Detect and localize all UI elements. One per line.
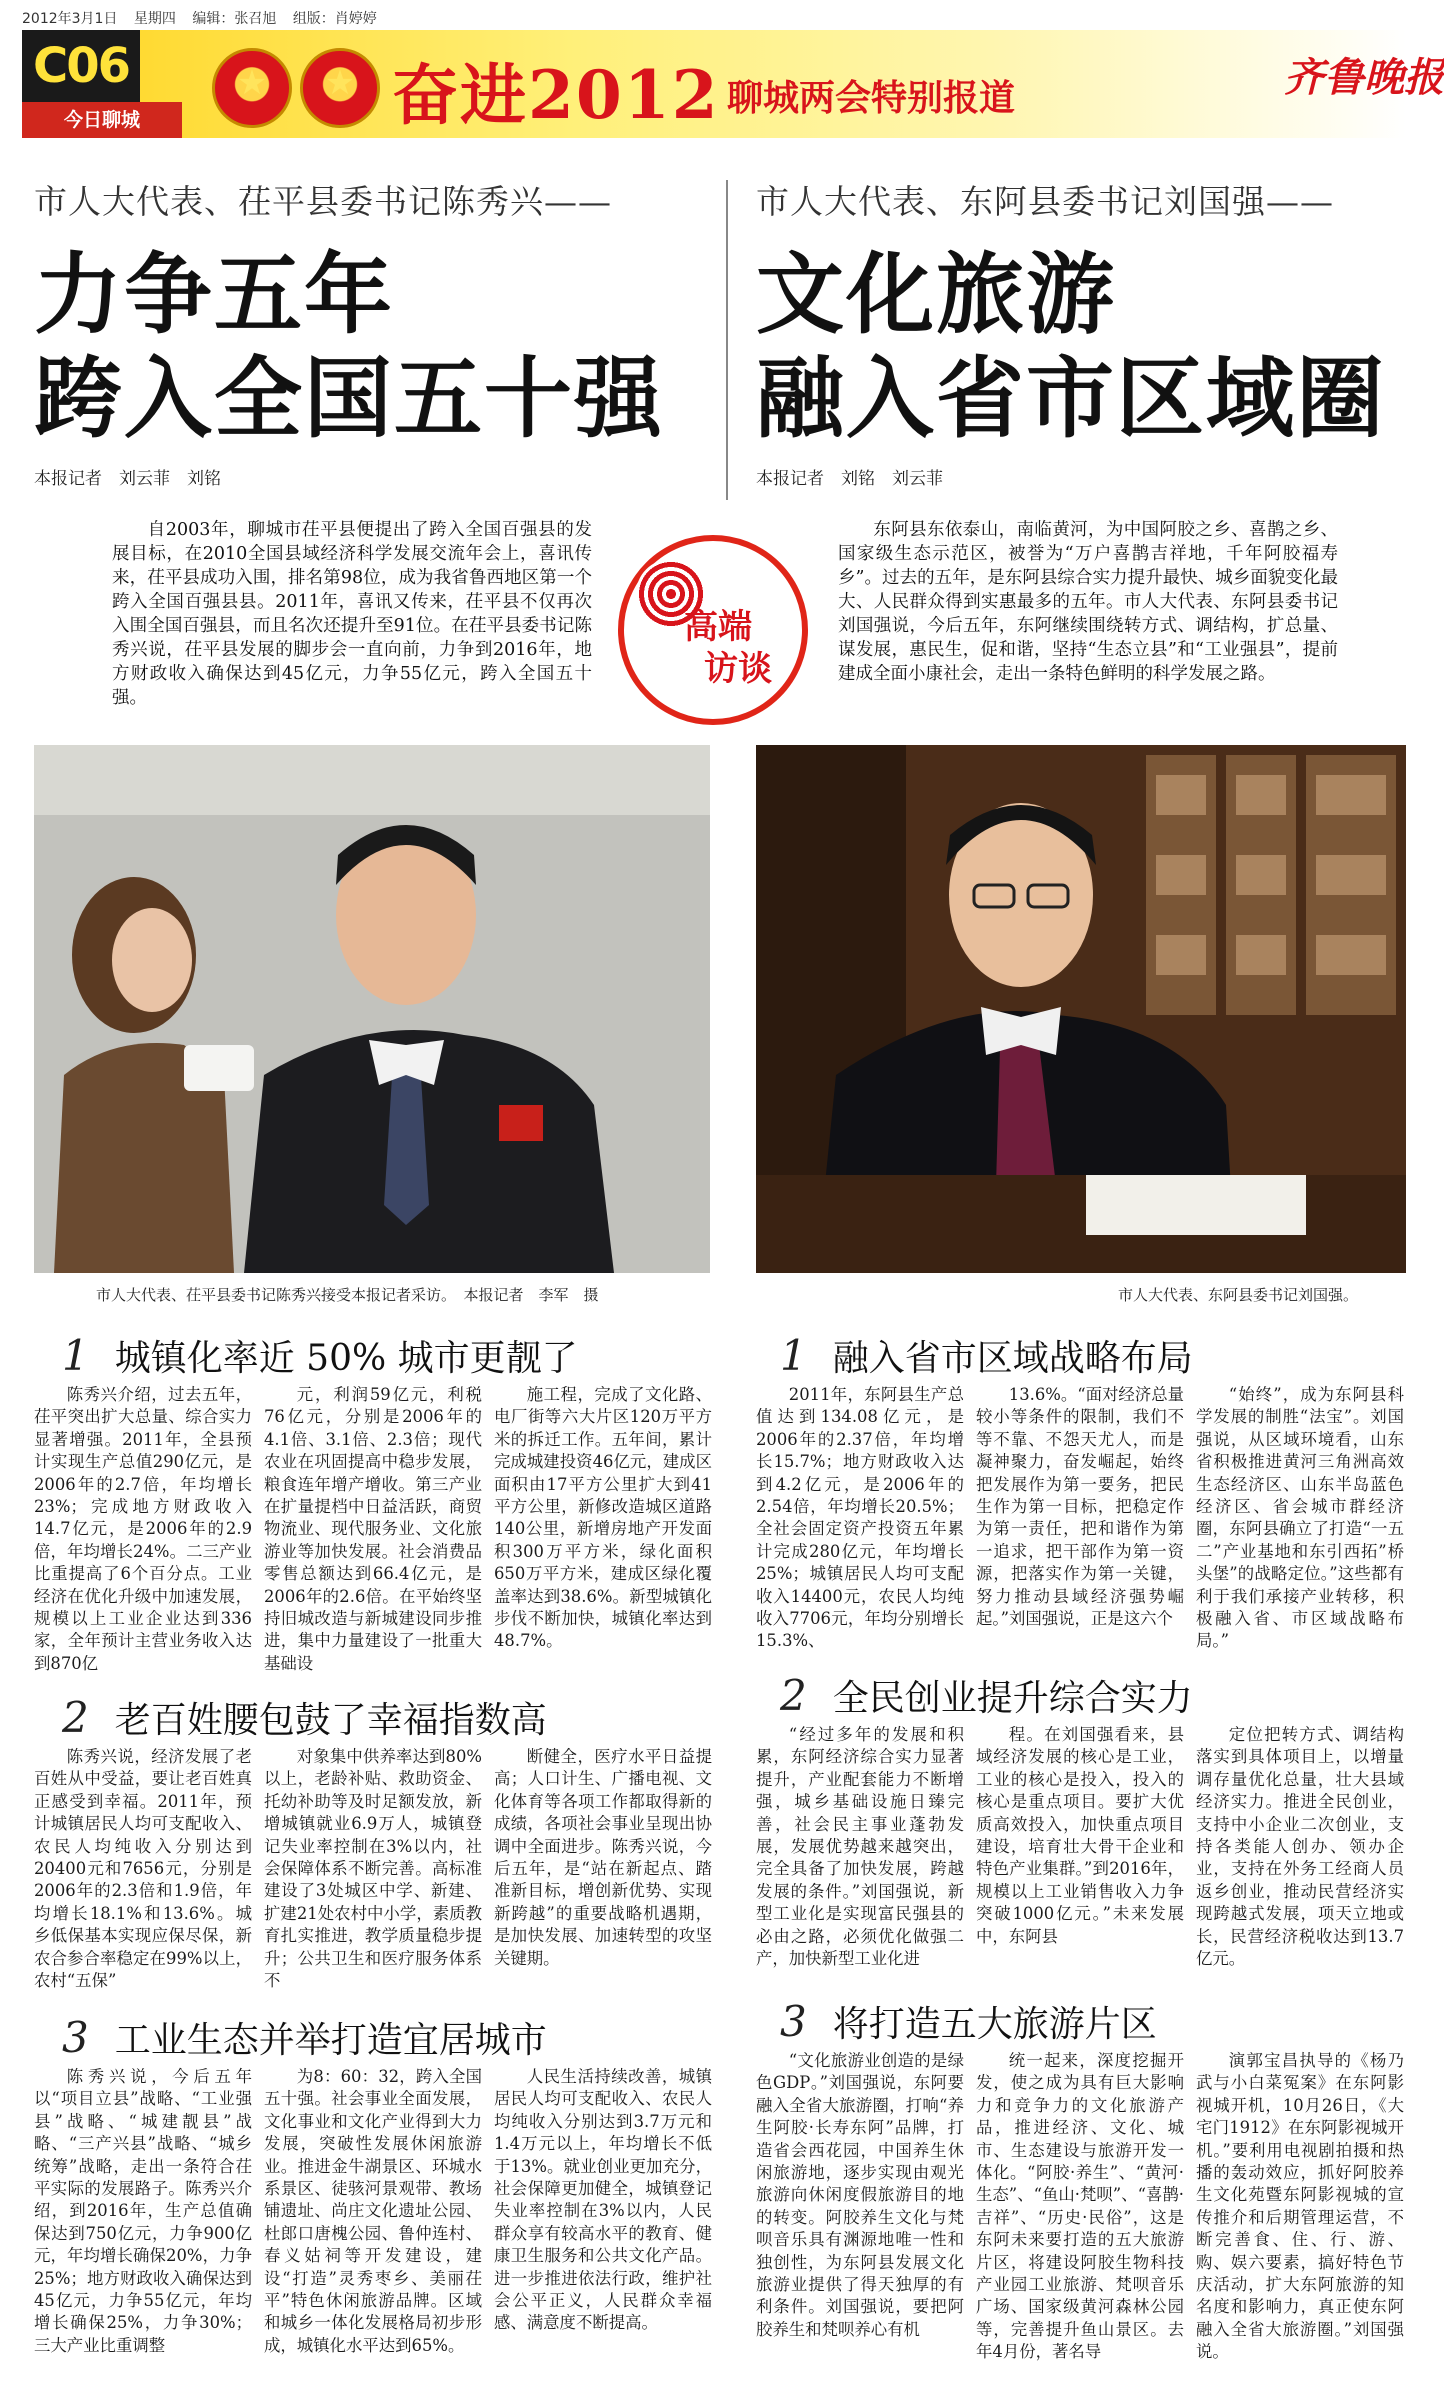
right-section1-heading: 1 融入省市区域战略布局 bbox=[780, 1331, 1193, 1380]
left-section1-col2: 元，利润59亿元，利税76亿元，分别是2006年的4.1倍、3.1倍、2.3倍；现代农业在巩固提高中稳步发展，粮食连年增产增收。第三产业在扩量提档中日益活跃，商贸物流业、现代服务业、文化旅游业等加快发展。社会消费品零售总额达到66.4亿元，是2006年的2.6倍。在平始终坚持旧城改造与新城建设同步推进，集中力量建设了一批重大基础设 bbox=[264, 1385, 482, 1673]
left-section2-col1: 陈秀兴说，经济发展了老百姓从中受益，要让老百姓真正感受到幸福。2011年，预计城镇居民人均可支配收入、农民人均纯收入分别达到20400元和7656元，分别是2006年的2.3倍和1.9倍，年均增长18.1%和13.6%。城乡低保基本实现应保尽保，新农合参合率稳定在99%以上，农村“五保” bbox=[34, 1747, 252, 1991]
left-headline-line1: 力争五年 bbox=[34, 242, 395, 346]
left-section3-col3: 人民生活持续改善，城镇居民人均可支配收入、农民人均纯收入分别达到3.7万元和1.4万元以上，年均增长不低于13%。就业创业更加充分，社会保障更加健全，城镇登记失业率控制在3%以内，人民群众享有较高水平的教育、健康卫生服务和公共文化产品。进一步推进依法行政，维护社会公平正义，人民群众幸福感、满意度不断提高。 bbox=[494, 2067, 712, 2333]
right-section1-col2: 13.6%。“面对经济总量较小等条件的限制，我们不等不靠、不怨天尤人，而是凝神聚力，奋发崛起，始终把发展作为第一要务，把民生作为第一目标，把稳定作为第一责任，把和谐作为第一追求，把干部作为第一资源，把落实作为第一关键，努力推动县域经济强势崛起。”刘国强说，正是这六个 bbox=[976, 1385, 1184, 1629]
right-headline-line2: 融入省市区域圈 bbox=[756, 346, 1387, 450]
banner-subtitle: 聊城两会特别报道 bbox=[727, 78, 1016, 119]
right-lead: 东阿县东依泰山，南临黄河，为中国阿胶之乡、喜鹊之乡、国家级生态示范区，被誉为“万户喜鹊吉祥地，千年阿胶福寿乡”。过去的五年，是东阿县综合实力提升最快、城乡面貌变化最大、人民群众得到实惠最多的五年。市人大代表、东阿县委书记刘国强说，今后五年，东阿继续围绕转方式、调结构，扩总量、谋发展，惠民生，促和谐，坚持“生态立县”和“工业强县”，提前建成全面小康社会，走出一条特色鲜明的科学发展之路。 bbox=[838, 520, 1338, 684]
left-section1-heading: 1 城镇化率近 50% 城市更靓了 bbox=[62, 1331, 578, 1380]
editor-credit: 编辑：张召旭 bbox=[192, 11, 277, 27]
right-section2-col2: 程。在刘国强看来，县域经济发展的核心是工业，工业的核心是投入，投入的核心是重点项目。要扩大优质高效投入，加快重点项目建设，培育壮大骨干企业和特色产业集群。”到2016年，规模以上工业销售收入力争突破1000亿元。”未来发展中，东阿县 bbox=[976, 1725, 1184, 1946]
left-section2-col2: 对象集中供养率达到80%以上，老龄补贴、救助资金、托幼补助等及时足额发放，新增城镇就业6.9万人，城镇登记失业率控制在3%以内，社会保障体系不断完善。高标准建设了3处城区中学、新建、扩建21处农村中小学，素质教育扎实推进，教学质量稳步提升；公共卫生和医疗服务体系不 bbox=[264, 1747, 482, 1991]
page-number: C06 bbox=[22, 30, 140, 102]
right-section3-col2: 统一起来，深度挖掘开发，使之成为具有巨大影响力和竞争力的文化旅游产品，推进经济、文化、城市、生态建设与旅游开发一体化。“阿胶·养生”、“黄河·生态”、“鱼山·梵呗”、“喜鹊·吉祥”、“历史·民俗”，这是东阿未来要打造的五大旅游片区，将建设阿胶生物科技产业园工业旅游、梵呗音乐广场、国家级黄河森林公园等，完善提升鱼山景区。去年4月份，著名导 bbox=[976, 2051, 1184, 2362]
left-section1-col1: 陈秀兴介绍，过去五年，茌平突出扩大总量、综合实力显著增强。2011年，全县预计实现生产总值290亿元，是2006年的2.7倍，年均增长23%；完成地方财政收入14.7亿元，是2006年的2.9倍，年均增长24%。二三产业比重提高了6个百分点。工业经济在优化升级中加速发展，规模以上工业企业达到336家，全年预计主营业务收入达到870亿 bbox=[34, 1385, 252, 1673]
newspaper-logo: 齐鲁晚报 bbox=[1284, 54, 1444, 101]
layout-credit: 组版：肖婷婷 bbox=[292, 11, 377, 27]
banner-title: 奋进2012 bbox=[392, 56, 720, 134]
badge-line2: 访谈 bbox=[704, 649, 772, 689]
right-kicker: 市人大代表、东阿县委书记刘国强—— bbox=[756, 182, 1334, 221]
section-tag: 今日聊城 bbox=[22, 102, 182, 138]
right-section2-col3: 定位把转方式、调结构落实到具体项目上，以增量调存量优化总量，壮大县域经济实力。推进全民创业，支持中小企业二次创业，支持各类能人创办、领办企业，支持在外务工经商人员返乡创业，推动民营经济实现跨越式发展，项天立地或长，民营经济税收达到13.7亿元。 bbox=[1196, 1725, 1404, 1969]
left-photo-caption: 市人大代表、茌平县委书记陈秀兴接受本报记者采访。 本报记者 李军 摄 bbox=[96, 1286, 599, 1304]
left-headline-line2: 跨入全国五十强 bbox=[34, 346, 665, 450]
right-photo bbox=[756, 745, 1406, 1273]
interview-badge bbox=[618, 535, 808, 725]
page-meta-line bbox=[22, 8, 389, 28]
left-section1-col3: 施工程，完成了文化路、电厂街等六大片区120万平方米的拆迁工作。五年间，累计完成城建投资46亿元，建成区面积由17平方公里扩大到41平方公里，新修改造城区道路140公里，新增房地产开发面积300万平方米，绿化面积650万平方米，建成区绿化覆盖率达到38.6%。新型城镇化步伐不断加快，城镇化率达到48.7%。 bbox=[494, 1385, 712, 1651]
reporter-interview-illustration bbox=[34, 745, 710, 1273]
right-photo-caption: 市人大代表、东阿县委书记刘国强。 bbox=[1118, 1286, 1359, 1304]
left-section3-heading: 3 工业生态并举打造宜居城市 bbox=[62, 2013, 547, 2062]
right-headline-line1: 文化旅游 bbox=[756, 242, 1117, 346]
right-section3-col3: 演郭宝昌执导的《杨乃武与小白菜冤案》在东阿影视城开机，10月26日，《大宅门1912》在东阿影视城开机。”要利用电视剧拍摄和热播的轰动效应，抓好阿胶养生文化苑暨东阿影视城的宣传推介和后期管理运营，不断完善食、住、行、游、购、娱六要素，搞好特色节庆活动，扩大东阿旅游的知名度和影响力，真正使东阿融入全省大旅游圈。”刘国强说。 bbox=[1196, 2051, 1404, 2362]
left-section3-col2: 为8：60：32，跨入全国五十强。社会事业全面发展，文化事业和文化产业得到大力发展，突破性发展休闲旅游业。推进金牛湖景区、环城水系景区、徒骇河景观带、教场铺遗址、尚庄文化遗址公园、杜郎口唐槐公园、鲁仲连村、春义姑祠等开发建设，建设“打造”灵秀枣乡、美丽茌平”特色休闲旅游品牌。区域和城乡一体化发展格局初步形成，城镇化水平达到65%。 bbox=[264, 2067, 482, 2355]
left-section2-col3: 断健全，医疗水平日益提高；人口计生、广播电视、文化体育等各项工作都取得新的成绩，各项社会事业呈现出协调中全面进步。陈秀兴说，今后五年，是“站在新起点、踏准新目标，增创新优势、实现新跨越”的重要战略机遇期，是加快发展、加速转型的攻坚关键期。 bbox=[494, 1747, 712, 1968]
national-emblem-icon bbox=[212, 48, 292, 128]
official-portrait-illustration bbox=[756, 745, 1406, 1273]
left-kicker: 市人大代表、茌平县委书记陈秀兴—— bbox=[34, 182, 612, 221]
left-section2-heading: 2 老百姓腰包鼓了幸福指数高 bbox=[62, 1693, 547, 1742]
right-section3-heading: 3 将打造五大旅游片区 bbox=[780, 1997, 1157, 2046]
left-photo bbox=[34, 745, 710, 1273]
issue-date: 2012年3月1日 bbox=[22, 11, 118, 27]
right-byline: 本报记者 刘铭 刘云菲 bbox=[756, 469, 943, 489]
issue-weekday: 星期四 bbox=[133, 11, 176, 27]
left-section3-col1: 陈秀兴说，今后五年以“项目立县”战略、“工业强县”战略、“城建靓县”战略、“三产兴县”战略、“城乡统筹”战略，走出一条符合茌平实际的发展路子。陈秀兴介绍，到2016年，生产总值确保达到750亿元，力争900亿元，年均增长确保20%，力争25%；地方财政收入确保达到45亿元，力争55亿元，年均增长确保25%，力争30%；三大产业比重调整 bbox=[34, 2067, 252, 2355]
badge-line1: 高端 bbox=[684, 607, 752, 647]
column-divider bbox=[726, 180, 728, 500]
right-section3-col1: “文化旅游业创造的是绿色GDP。”刘国强说，东阿要融入全省大旅游圈，打响“养生阿胶·长寿东阿”品牌，打造省会西花园，中国养生休闲旅游地，逐步实现由观光旅游向休闲度假旅游目的地的转变。阿胶养生文化与梵呗音乐具有渊源地唯一性和独创性，为东阿县发展文化旅游业提供了得天独厚的有利条件。刘国强说，要把阿胶养生和梵呗养心有机 bbox=[756, 2051, 964, 2339]
right-section2-heading: 2 全民创业提升综合实力 bbox=[780, 1671, 1193, 1720]
left-lead: 自2003年，聊城市茌平县便提出了跨入全国百强县的发展目标，在2010全国县域经济科学发展交流年会上，喜讯传来，茌平县成功入围，排名第98位，成为我省鲁西地区第一个跨入全国百强县县。2011年，喜讯又传来，茌平县不仅再次入围全国百强县，而且名次还提升至91位。在茌平县委书记陈秀兴说，茌平县发展的脚步会一直向前，力争到2016年，地方财政收入确保达到45亿元，力争55亿元，跨入全国五十强。 bbox=[112, 520, 592, 708]
page-banner bbox=[22, 30, 1444, 138]
right-section2-col1: “经过多年的发展和积累，东阿经济综合实力显著提升，产业配套能力不断增强，城乡基础设施日臻完善，社会民主事业蓬勃发展，发展优势越来越突出，完全具备了加快发展，跨越发展的条件。”刘国强说，新型工业化是实现富民强县的必由之路，必须优化做强二产，加快新型工业化进 bbox=[756, 1725, 964, 1969]
right-section1-col3: “始终”，成为东阿县科学发展的制胜“法宝”。刘国强说，从区域环境看，山东省积极推进黄河三角洲高效生态经济区、山东半岛蓝色经济区、省会城市群经济圈，东阿县确立了打造“一五二”产业基地和东引西拓”桥头堡”的战略定位。”这些都有利于我们承接产业转移，积极融入省、市区域战略布局。” bbox=[1196, 1385, 1404, 1651]
right-section1-col1: 2011年，东阿县生产总值达到134.08亿元，是2006年的2.37倍，年均增长15.7%；地方财政收入达到4.2亿元，是2006年的2.54倍，年均增长20.5%；全社会固定资产投资五年累计完成280亿元，年均增长25%；城镇居民人均可支配收入14400元，农民人均纯收入7706元，年均分别增长15.3%、 bbox=[756, 1385, 964, 1651]
left-byline: 本报记者 刘云菲 刘铭 bbox=[34, 469, 221, 489]
cppcc-emblem-icon bbox=[300, 48, 380, 128]
